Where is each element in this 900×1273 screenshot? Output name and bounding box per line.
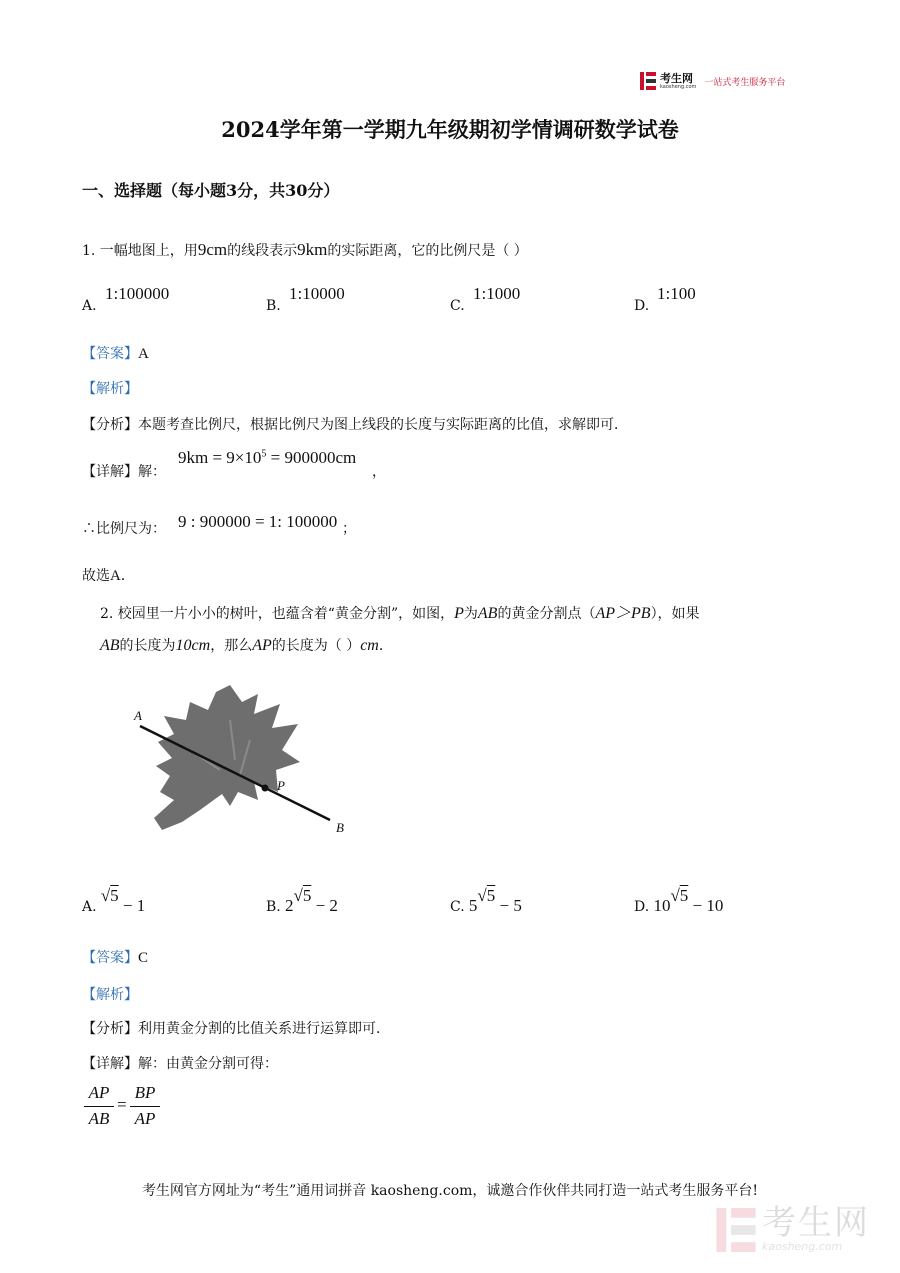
logo-url: kaosheng.com: [660, 83, 697, 90]
option-letter: D.: [634, 899, 650, 915]
q1-option-c: [450, 298, 465, 314]
radicand: 5: [486, 886, 496, 905]
q1-choose: [82, 565, 135, 585]
answer-value: A: [138, 346, 149, 362]
q1-option-a-value: 1:100000: [105, 284, 170, 303]
q1-therefore-suffix: ；: [342, 521, 356, 537]
watermark-url: kaosheng.com: [762, 1240, 843, 1253]
option-letter: D.: [634, 298, 650, 314]
q1-text-suffix: 的实际距离，它的比例尺是（ ）: [327, 243, 528, 259]
q2-option-a: [82, 886, 146, 916]
option-letter: C.: [450, 899, 465, 915]
option-letter: C.: [450, 298, 465, 314]
q2-option-b: [266, 886, 338, 916]
option-letter: B.: [266, 899, 281, 915]
option-rest: − 2: [315, 896, 338, 915]
logo-name: 考生网: [660, 71, 693, 85]
label-p: P: [277, 778, 285, 793]
q1-detail-suffix: ，: [372, 464, 386, 480]
q2-detail: 【详解】解：由黄金分割可得：: [82, 1056, 278, 1072]
maple-leaf-shape: [154, 685, 300, 830]
watermark: [716, 1203, 870, 1253]
option-coef: 5: [468, 896, 478, 915]
q2-text: 2. 校园里一片小小的树叶，也蕴含着“黄金分割”，如图，: [100, 606, 455, 622]
radicand: 5: [302, 886, 312, 905]
fraction-2-bar: [130, 1106, 160, 1107]
q2-text: ．: [378, 638, 393, 654]
q2-fenxi: 【分析】利用黄金分割的比值关系进行运算即可．: [82, 1021, 390, 1037]
q2-var-ap: AP: [252, 637, 272, 654]
option-coef: 2: [285, 896, 294, 915]
q1-math-9km: 9km: [297, 240, 328, 259]
sqrt-symbol: √5: [477, 886, 496, 905]
q1-option-d-value: 1:100: [657, 284, 696, 303]
q1-option-c-value: 1:1000: [473, 284, 521, 303]
math-part: 9km = 9×10: [178, 448, 262, 467]
fraction-1-bar: [84, 1106, 114, 1107]
watermark-logo-icon: [716, 1208, 756, 1252]
q2-value-10cm: 10cm: [175, 637, 211, 654]
answer-value: C: [138, 950, 149, 966]
q1-fenxi: 【分析】本题考查比例尺，根据比例尺为图上线段的长度与实际距离的比值，求解即可．: [82, 417, 628, 433]
q2-text: ），如果: [650, 606, 700, 622]
q2-condition: AP＞PB: [595, 605, 651, 622]
choose-letter: A: [110, 568, 121, 584]
option-rest: − 1: [122, 896, 146, 915]
kaosheng-logo-icon: [640, 72, 656, 90]
q1-text-mid: 的线段表示: [227, 243, 298, 259]
q2-text: 的黄金分割点（: [497, 606, 596, 622]
choose-prefix: 故选: [82, 568, 110, 584]
label-b: B: [336, 820, 344, 835]
fraction-2-numerator: BP: [134, 1083, 156, 1102]
q1-detail-prefix: 【详解】解：: [82, 464, 166, 480]
q1-text-prefix: 1. 一幅地图上，用: [82, 243, 198, 259]
option-letter: B.: [266, 298, 281, 314]
sqrt-symbol: √5: [293, 886, 312, 905]
point-p: [262, 785, 269, 792]
q1-option-a: [82, 298, 97, 314]
radicand: 5: [110, 886, 119, 905]
q1-option-b: [266, 298, 281, 314]
q2-option-c: [450, 886, 522, 916]
option-letter: A.: [82, 899, 97, 915]
q1-answer: [82, 343, 149, 363]
option-coef: 10: [653, 896, 671, 915]
math-exponent: 5: [261, 448, 267, 460]
question-2-stem-line1: [100, 600, 700, 623]
sqrt-symbol: √5: [100, 886, 119, 905]
q2-var-ab: AB: [477, 605, 498, 622]
q1-analysis-tag: 【解析】: [82, 381, 138, 397]
q1-detail-math: [178, 448, 356, 468]
equals-sign: =: [117, 1095, 127, 1114]
q2-var-ab: AB: [100, 637, 120, 654]
q2-text: ，那么: [210, 638, 253, 654]
answer-tag: 【答案】: [82, 950, 138, 966]
q2-var-p: P: [454, 605, 464, 622]
fraction-1-numerator: AP: [88, 1083, 110, 1102]
q2-answer: [82, 947, 148, 967]
q1-option-b-value: 1:10000: [289, 284, 345, 303]
header-logo: [640, 72, 785, 90]
option-letter: A.: [82, 298, 97, 314]
sqrt-symbol: √5: [670, 886, 689, 905]
question-2-stem-line2: [100, 635, 393, 655]
page-title: 2024学年第一学期九年级期初学情调研数学试卷: [221, 117, 679, 142]
q2-unit-cm: cm: [360, 637, 379, 654]
q2-text: 的长度为: [119, 638, 176, 654]
choose-suffix: ．: [120, 568, 135, 584]
label-a: A: [134, 708, 142, 723]
fraction-2-denominator: AP: [134, 1109, 156, 1128]
logo-slogan: 一站式考生服务平台: [704, 77, 786, 88]
answer-tag: 【答案】: [82, 346, 138, 362]
question-1-stem: [82, 240, 528, 260]
q2-text: 的长度为（ ）: [271, 638, 361, 654]
option-rest: − 10: [692, 896, 724, 915]
q1-therefore-math: 9 : 900000 = 1: 100000: [178, 512, 338, 531]
section-heading: 一、选择题（每小题3分，共30分）: [82, 181, 340, 200]
option-rest: − 5: [499, 896, 522, 915]
fraction-1-denominator: AB: [88, 1109, 110, 1128]
q2-analysis-tag: 【解析】: [82, 987, 138, 1003]
q2-text: 为: [463, 606, 478, 622]
q1-math-9cm: 9cm: [197, 240, 228, 259]
q2-option-d: [634, 886, 724, 916]
maple-leaf-figure: [130, 680, 360, 845]
radicand: 5: [679, 886, 689, 905]
page-footer: 考生网官方网址为“考生”通用词拼音 kaosheng.com，诚邀合作伙伴共同打造一站式考生服务平台!: [141, 1183, 759, 1199]
watermark-name: 考生网: [762, 1203, 870, 1243]
math-part: = 900000cm: [266, 448, 357, 467]
q1-option-d: [634, 298, 649, 314]
q1-therefore-prefix: ∴比例尺为：: [82, 521, 166, 537]
